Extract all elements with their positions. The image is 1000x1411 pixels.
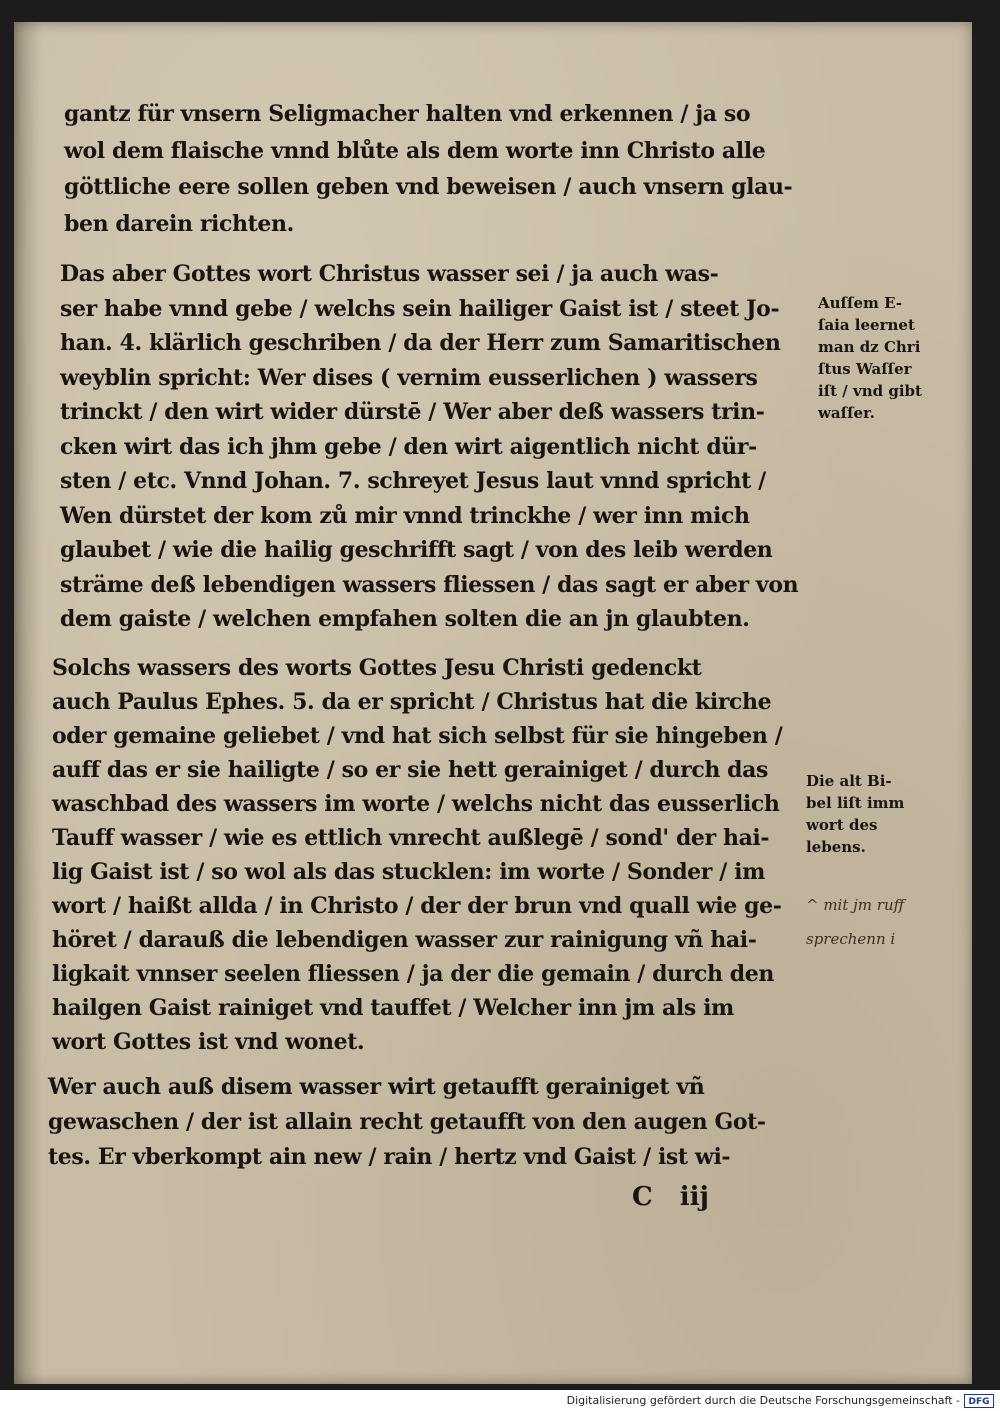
- note-line: man dz Chri: [818, 338, 921, 356]
- text-line: glaubet / wie die hailig geschrifft sagt / von des leib werden: [60, 537, 773, 563]
- credit-text: Digitalisierung gefördert durch die Deutsche Forschungsgemeinschaft -: [566, 1394, 960, 1407]
- text-line: wort Gottes ist vnd wonet.: [52, 1029, 365, 1055]
- text-line: Tauff wasser / wie es ettlich vnrecht außlegē / sond' der hai-: [52, 825, 770, 851]
- note-line: ſtus Waſſer: [818, 360, 912, 378]
- text-line: ben darein richten.: [64, 210, 294, 237]
- text-line: waschbad des wassers im worte / welchs nicht das eusserlich: [52, 791, 780, 817]
- text-line: cken wirt das ich jhm gebe / den wirt aigentlich nicht dür-: [60, 433, 757, 460]
- signature-mark: C iij: [632, 1182, 709, 1212]
- handwritten-annotation: [806, 888, 904, 956]
- handwritten-line: sprechenn i: [806, 930, 896, 948]
- paragraph-1: [64, 96, 792, 242]
- text-line: höret / darauß die lebendigen wasser zur rainigung vñ hai-: [52, 927, 757, 953]
- text-line: dem gaiste / welchen empfahen solten die an jn glaubten.: [60, 606, 750, 632]
- margin-note-1: [818, 292, 922, 424]
- text-line: Solchs wassers des worts Gottes Jesu Christi gedenckt: [52, 655, 702, 681]
- text-line: sträme deß lebendigen wassers fliessen / das sagt er aber von: [60, 571, 799, 598]
- dfg-logo: DFG: [964, 1394, 994, 1408]
- text-line: auff das er sie hailigte / so er sie hett gerainiget / durch das: [52, 757, 768, 783]
- text-line: auch Paulus Ephes. 5. da er spricht / Christus hat die kirche: [52, 689, 772, 715]
- paragraph-2: [60, 257, 798, 637]
- text-line: Wer auch auß disem wasser wirt getaufft gerainiget vñ: [48, 1074, 705, 1100]
- note-line: iſt / vnd gibt: [818, 382, 922, 400]
- text-line: weyblin spricht: Wer dises ( vernim eusserlichen ) wassers: [60, 364, 758, 391]
- text-line: gewaschen / der ist allain recht getaufft von den augen Got-: [48, 1109, 766, 1135]
- handwritten-line: ^ mit jm ruff: [806, 896, 905, 914]
- text-line: tes. Er vberkompt ain new / rain / hertz vnd Gaist / ist wi-: [48, 1144, 731, 1170]
- note-line: ſaia leernet: [818, 316, 915, 334]
- note-line: waſſer.: [818, 404, 875, 422]
- text-line: wort / haißt allda / in Christo / der der brun vnd quall wie ge-: [52, 893, 782, 919]
- text-line: wol dem flaische vnnd blůte als dem worte inn Christo alle: [64, 137, 766, 164]
- text-line: lig Gaist ist / so wol als das stucklen: im worte / Sonder / im: [52, 859, 765, 885]
- text-line: hailgen Gaist rainiget vnd tauffet / Welcher inn jm als im: [52, 995, 734, 1021]
- text-line: ser habe vnnd gebe / welchs sein hailiger Gaist ist / steet Jo-: [60, 295, 780, 322]
- note-line: lebens.: [806, 838, 866, 856]
- text-line: oder gemaine geliebet / vnd hat sich selbst für sie hingeben /: [52, 723, 783, 749]
- text-line: sten / etc. Vnnd Johan. 7. schreyet Jesus laut vnnd spricht /: [60, 468, 766, 494]
- margin-note-2: [806, 770, 904, 858]
- text-line: trinckt / den wirt wider dürstē / Wer aber deß wassers trin-: [60, 399, 765, 425]
- note-line: bel liſt imm: [806, 794, 905, 812]
- text-line: han. 4. klärlich geschriben / da der Herr zum Samaritischen: [60, 330, 781, 356]
- text-line: ligkait vnnser seelen fliessen / ja der die gemain / durch den: [52, 961, 774, 987]
- text-line: göttliche eere sollen geben vnd beweisen / auch vnsern glau-: [64, 174, 793, 200]
- note-line: wort des: [806, 816, 878, 834]
- text-line: Das aber Gottes wort Christus wasser sei / ja auch was-: [60, 261, 719, 287]
- note-line: Die alt Bi-: [806, 772, 892, 790]
- paragraph-3: [52, 651, 782, 1059]
- text-line: Wen dürstet der kom zů mir vnnd trinckhe / wer inn mich: [60, 502, 750, 529]
- note-line: Auſſem E-: [818, 294, 903, 312]
- text-line: gantz für vnsern Seligmacher halten vnd erkennen / ja so: [64, 101, 751, 127]
- paragraph-4: [48, 1070, 766, 1175]
- digitization-credit-bar: [0, 1391, 1000, 1411]
